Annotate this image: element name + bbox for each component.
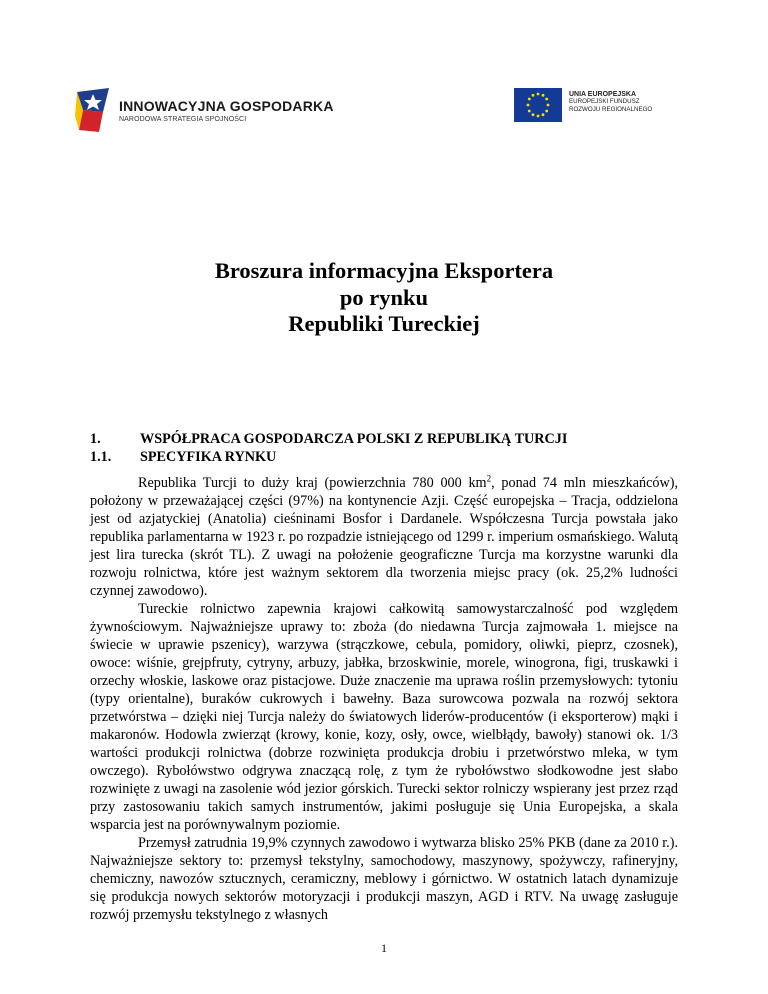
paragraph-3: Przemysł zatrudnia 19,9% czynnych zawodowo i wytwarza blisko 25% PKB (dane za 2010 r.). Najważniejsze sektory to: przemysł tekstylny, samochodowy, maszynowy, spożywczy, rafineryjny, chemiczny, nawozów sztucznych, ceramiczny, meblowy i górnictwo. W ostatnich latach dynamizuje się produkcja nowych sektorów motoryzacji i produkcji maszyn, AGD i RTV. Na uwagę zasługuje rozwój przemysłu tekstylnego z własnych bbox=[90, 835, 678, 923]
eu-logo-line1: UNIA EUROPEJSKA bbox=[569, 91, 637, 98]
section-title: WSPÓŁPRACA GOSPODARCZA POLSKI Z REPUBLIKĄ TURCJI bbox=[140, 431, 568, 447]
superscript-2: 2 bbox=[486, 473, 492, 484]
ig-logo-subtitle: NARODOWA STRATEGIA SPÓJNOŚCI bbox=[119, 116, 247, 123]
eu-flag-icon bbox=[514, 88, 562, 122]
section-heading bbox=[90, 430, 567, 466]
title-line-1: Broszura informacyjna Eksportera bbox=[214, 258, 554, 283]
subsection-title: SPECYFIKA RYNKU bbox=[140, 449, 277, 465]
eu-logo-line3: ROZWOJU REGIONALNEGO bbox=[569, 105, 653, 113]
subsection-number: 1.1. bbox=[90, 449, 112, 465]
section-number: 1. bbox=[90, 431, 101, 447]
title-line-3: Republiki Tureckiej bbox=[288, 311, 480, 336]
title-line-2: po rynku bbox=[339, 284, 429, 310]
paragraph-1-rest: , ponad 74 mln mieszkańców), położony w przeważającej części (97%) na kontynencie Azji. Część europejska – Tracja, oddzielona jest od azjatyckiej (Anatolia) cieśninami Bosfor i Dardanele. Współczesna Turcja powstała jako republika parlamentarna w 1923 r. po rozpadzie istniejącego od 1299 r. imperium osmańskiego. Walutą jest lira turecka (skrót TL). Z uwagi na położenie geograficzne Turcja ma korzystne warunki dla rozwoju rolnictwa, które jest ważnym sektorem dla tworzenia miejsc pracy (ok. 25,2% ludności czynnej zawodowo). bbox=[90, 475, 679, 599]
eu-logo bbox=[514, 88, 684, 124]
ig-emblem-icon bbox=[73, 86, 113, 134]
body-text bbox=[90, 474, 678, 924]
paragraph-2: Tureckie rolnictwo zapewnia krajowi całkowitą samowystarczalność pod względem żywnościowym. Najważniejsze uprawy to: zboża (do niedawna Turcja zajmowała 1. miejsce na świecie w uprawie pszenicy), warzywa (strączkowe, cebula, pomidory, oliwki, pieprz, czosnek), owoce: wiśnie, grejpfruty, cytryny, arbuzy, jabłka, brzoskwinie, morele, winogrona, figi, truskawki i orzechy włoskie, laskowe oraz pistacjowe. Duże znaczenie ma uprawa roślin przemysłowych: tytoniu (typy orientalne), buraków cukrowych i bawełny. Baza surowcowa pozwala na rozwój sektora przetwórstwa – dzięki niej Turcja należy do światowych liderów-producentów (i eksporterow) mąki i makaronów. Hodowla zwierząt (krowy, konie, kozy, osły, owce, wielbłądy, bawoły) stanowi ok. 1/3 wartości produkcji rolnictwa (dobrze rozwinięta produkcja drobiu i przetwórstwo mleka, w tym owczego). Rybołówstwo odgrywa znaczącą rolę, z tym że rybołówstwo słodkowodne jest słabo rozwinięte z uwagi na zasolenie wód jezior górskich. Turecki sektor rolniczy wspierany jest przez rząd przy zastosowaniu takich samych instrumentów, jakimi posługuje się Unia Europejska, a skala wsparcia jest na porównywalnym poziomie. bbox=[90, 601, 678, 833]
page-number: 1 bbox=[381, 941, 387, 955]
innowacyjna-gospodarka-logo bbox=[73, 86, 333, 136]
ig-logo-title: INNOWACYJNA GOSPODARKA bbox=[119, 98, 334, 114]
paragraph-1 bbox=[90, 474, 678, 600]
document-title bbox=[0, 258, 768, 338]
eu-logo-line2: EUROPEJSKI FUNDUSZ bbox=[569, 98, 640, 106]
eu-logo-text bbox=[569, 91, 652, 113]
paragraph-1-start: Republika Turcji to duży kraj (powierzchnia 780 000 km bbox=[138, 475, 487, 491]
